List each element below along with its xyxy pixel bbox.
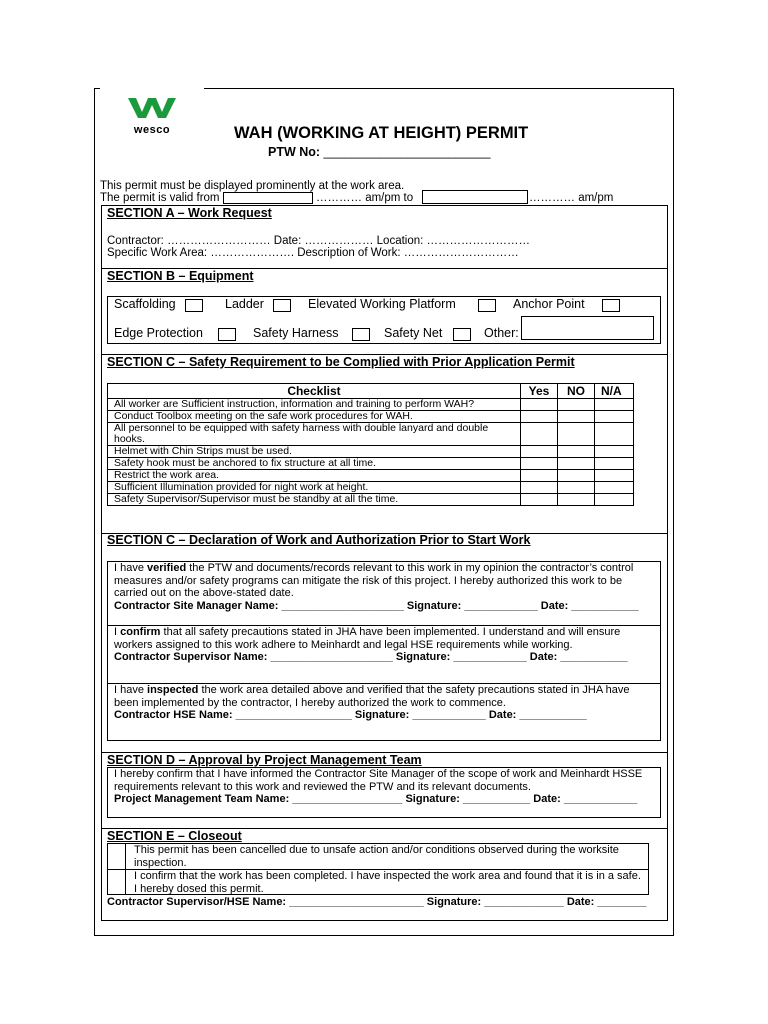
na-cell[interactable] bbox=[595, 411, 634, 423]
yes-cell[interactable] bbox=[521, 399, 558, 411]
valid-from-label: The permit is valid from bbox=[100, 192, 220, 204]
no-cell[interactable] bbox=[558, 458, 595, 470]
other-field[interactable] bbox=[521, 316, 654, 340]
na-cell[interactable] bbox=[595, 494, 634, 506]
checklist-item: Conduct Toolbox meeting on the safe work procedures for WAH. bbox=[108, 411, 521, 423]
text: the PTW and documents/records relevant to this work in my opinion the contractor’s control measures and/or safety programs can mitigate the risk of this project. I hereby authorized this work to be carried out on the above-stated date. bbox=[114, 562, 634, 599]
table-row bbox=[108, 482, 634, 494]
table-row bbox=[108, 399, 634, 411]
na-cell[interactable] bbox=[595, 446, 634, 458]
checklist-item: Safety Supervisor/Supervisor must be standby at all the time. bbox=[108, 494, 521, 506]
na-cell[interactable] bbox=[595, 423, 634, 446]
safety-checklist-table bbox=[107, 383, 634, 506]
no-cell[interactable] bbox=[558, 411, 595, 423]
hse-signature-line[interactable]: Contractor HSE Name: ___________________ Signature: ____________ Date: ___________ bbox=[114, 709, 587, 721]
anchor-point-label: Anchor Point bbox=[513, 297, 585, 311]
text: the work area detailed above and verified that the safety precautions stated in JHA have been implemented by the contractor, I hereby authorized the work to commence. bbox=[114, 684, 630, 709]
section-c2-title: SECTION C – Declaration of Work and Authorization Prior to Start Work bbox=[107, 533, 531, 547]
declaration-confirm bbox=[114, 626, 654, 664]
closeout-signature-line[interactable]: Contractor Supervisor/HSE Name: ______________________ Signature: _____________ Date: ________ bbox=[107, 896, 647, 908]
ptw-label: PTW No: bbox=[268, 145, 321, 159]
text-bold: verified bbox=[147, 562, 187, 574]
ladder-checkbox[interactable] bbox=[273, 299, 291, 312]
valid-from-field[interactable] bbox=[223, 192, 313, 204]
table-row bbox=[108, 470, 634, 482]
site-manager-signature-line[interactable]: Contractor Site Manager Name: ____________________ Signature: ____________ Date: ___________ bbox=[114, 599, 639, 612]
yes-cell[interactable] bbox=[521, 470, 558, 482]
no-cell[interactable] bbox=[558, 399, 595, 411]
yes-cell[interactable] bbox=[521, 458, 558, 470]
valid-end-label: ………… am/pm bbox=[529, 192, 614, 204]
declaration-verified bbox=[114, 562, 654, 612]
valid-to-label: ………… am/pm to bbox=[316, 192, 414, 204]
display-note: This permit must be displayed prominently at the work area. bbox=[100, 180, 405, 192]
no-cell[interactable] bbox=[558, 423, 595, 446]
table-header-row bbox=[108, 384, 634, 399]
na-cell[interactable] bbox=[595, 399, 634, 411]
table-row bbox=[108, 458, 634, 470]
section-c1-title: SECTION C – Safety Requirement to be Complied with Prior Application Permit bbox=[107, 355, 575, 369]
checklist-item: Sufficient Illumination provided for night work at height. bbox=[108, 482, 521, 494]
na-cell[interactable] bbox=[595, 470, 634, 482]
cancelled-checkbox[interactable] bbox=[108, 844, 125, 869]
approval-text: I hereby confirm that I have informed the Contractor Site Manager of the scope of work and Meinhardt HSSE requirements relevant to this work and reviewed the PTW and its relevant documents. bbox=[114, 768, 643, 793]
checklist-header: Checklist bbox=[108, 384, 521, 399]
text-bold: confirm bbox=[120, 626, 161, 638]
table-row bbox=[108, 494, 634, 506]
yes-cell[interactable] bbox=[521, 494, 558, 506]
text-bold: inspected bbox=[147, 684, 199, 696]
checklist-item: Restrict the work area. bbox=[108, 470, 521, 482]
checklist-item: All worker are Sufficient instruction, information and training to perform WAH? bbox=[108, 399, 521, 411]
section-a-title: SECTION A – Work Request bbox=[107, 206, 272, 220]
na-cell[interactable] bbox=[595, 458, 634, 470]
safety-harness-label: Safety Harness bbox=[253, 326, 339, 340]
safety-net-label: Safety Net bbox=[384, 326, 443, 340]
edge-protection-checkbox[interactable] bbox=[218, 328, 236, 341]
approval-text-block bbox=[114, 768, 654, 806]
elevated-platform-checkbox[interactable] bbox=[478, 299, 496, 312]
closeout-cancelled-text: This permit has been cancelled due to unsafe action and/or conditions observed during the worksite inspection. bbox=[134, 844, 619, 869]
yes-cell[interactable] bbox=[521, 482, 558, 494]
text: I have bbox=[114, 684, 148, 696]
ptw-blank: ________________________ bbox=[320, 145, 491, 159]
ptw-number bbox=[268, 145, 490, 159]
checklist-item: Safety hook must be anchored to fix structure at all time. bbox=[108, 458, 521, 470]
na-header: N/A bbox=[595, 384, 634, 399]
valid-to-field[interactable] bbox=[422, 190, 528, 204]
safety-net-checkbox[interactable] bbox=[453, 328, 471, 341]
yes-cell[interactable] bbox=[521, 411, 558, 423]
table-row bbox=[108, 423, 634, 446]
section-e-title: SECTION E – Closeout bbox=[107, 829, 242, 843]
yes-header: Yes bbox=[521, 384, 558, 399]
no-header: NO bbox=[558, 384, 595, 399]
elevated-platform-label: Elevated Working Platform bbox=[308, 297, 456, 311]
no-cell[interactable] bbox=[558, 482, 595, 494]
table-row bbox=[108, 446, 634, 458]
no-cell[interactable] bbox=[558, 494, 595, 506]
wesco-logo bbox=[124, 96, 180, 136]
ladder-label: Ladder bbox=[225, 297, 264, 311]
scaffolding-checkbox[interactable] bbox=[185, 299, 203, 312]
table-row bbox=[108, 411, 634, 423]
page-title: WAH (WORKING AT HEIGHT) PERMIT bbox=[234, 124, 529, 142]
text: I have bbox=[114, 562, 148, 574]
supervisor-signature-line[interactable]: Contractor Supervisor Name: ____________________ Signature: ____________ Date: ___________ bbox=[114, 651, 628, 663]
section-a-line1: Contractor: ……………………… Date: ……………… Location: ……………………… bbox=[107, 235, 531, 247]
yes-cell[interactable] bbox=[521, 446, 558, 458]
safety-harness-checkbox[interactable] bbox=[352, 328, 370, 341]
anchor-point-checkbox[interactable] bbox=[602, 299, 620, 312]
na-cell[interactable] bbox=[595, 482, 634, 494]
edge-protection-label: Edge Protection bbox=[114, 326, 203, 340]
closeout-completed-text: I confirm that the work has been completed. I have inspected the work area and found that it is in a safe. I hereby dosed this permit. bbox=[134, 870, 641, 895]
yes-cell[interactable] bbox=[521, 423, 558, 446]
checklist-item: Helmet with Chin Strips must be used. bbox=[108, 446, 521, 458]
other-label: Other: bbox=[484, 326, 519, 340]
pm-team-signature-line[interactable]: Project Management Team Name: __________________ Signature: ___________ Date: ____________ bbox=[114, 793, 638, 805]
no-cell[interactable] bbox=[558, 470, 595, 482]
section-b-title: SECTION B – Equipment bbox=[107, 269, 254, 283]
completed-checkbox[interactable] bbox=[108, 870, 125, 895]
section-a-line2: Specific Work Area: …………………. Description of Work: ………………………… bbox=[107, 247, 519, 259]
scaffolding-label: Scaffolding bbox=[114, 297, 176, 311]
text: that all safety precautions stated in JHA have been implemented. I understand and will ensure workers assigned to this work adhere to Meinhardt and legal HSE requirements while working. bbox=[114, 626, 621, 651]
text: I bbox=[114, 626, 121, 638]
declaration-inspected bbox=[114, 684, 654, 722]
section-d-title: SECTION D – Approval by Project Management Team bbox=[107, 753, 422, 767]
checklist-item: All personnel to be equipped with safety harness with double lanyard and double hooks. bbox=[108, 423, 521, 446]
no-cell[interactable] bbox=[558, 446, 595, 458]
logo-text: wesco bbox=[133, 124, 171, 136]
wesco-logo-icon bbox=[124, 96, 180, 120]
